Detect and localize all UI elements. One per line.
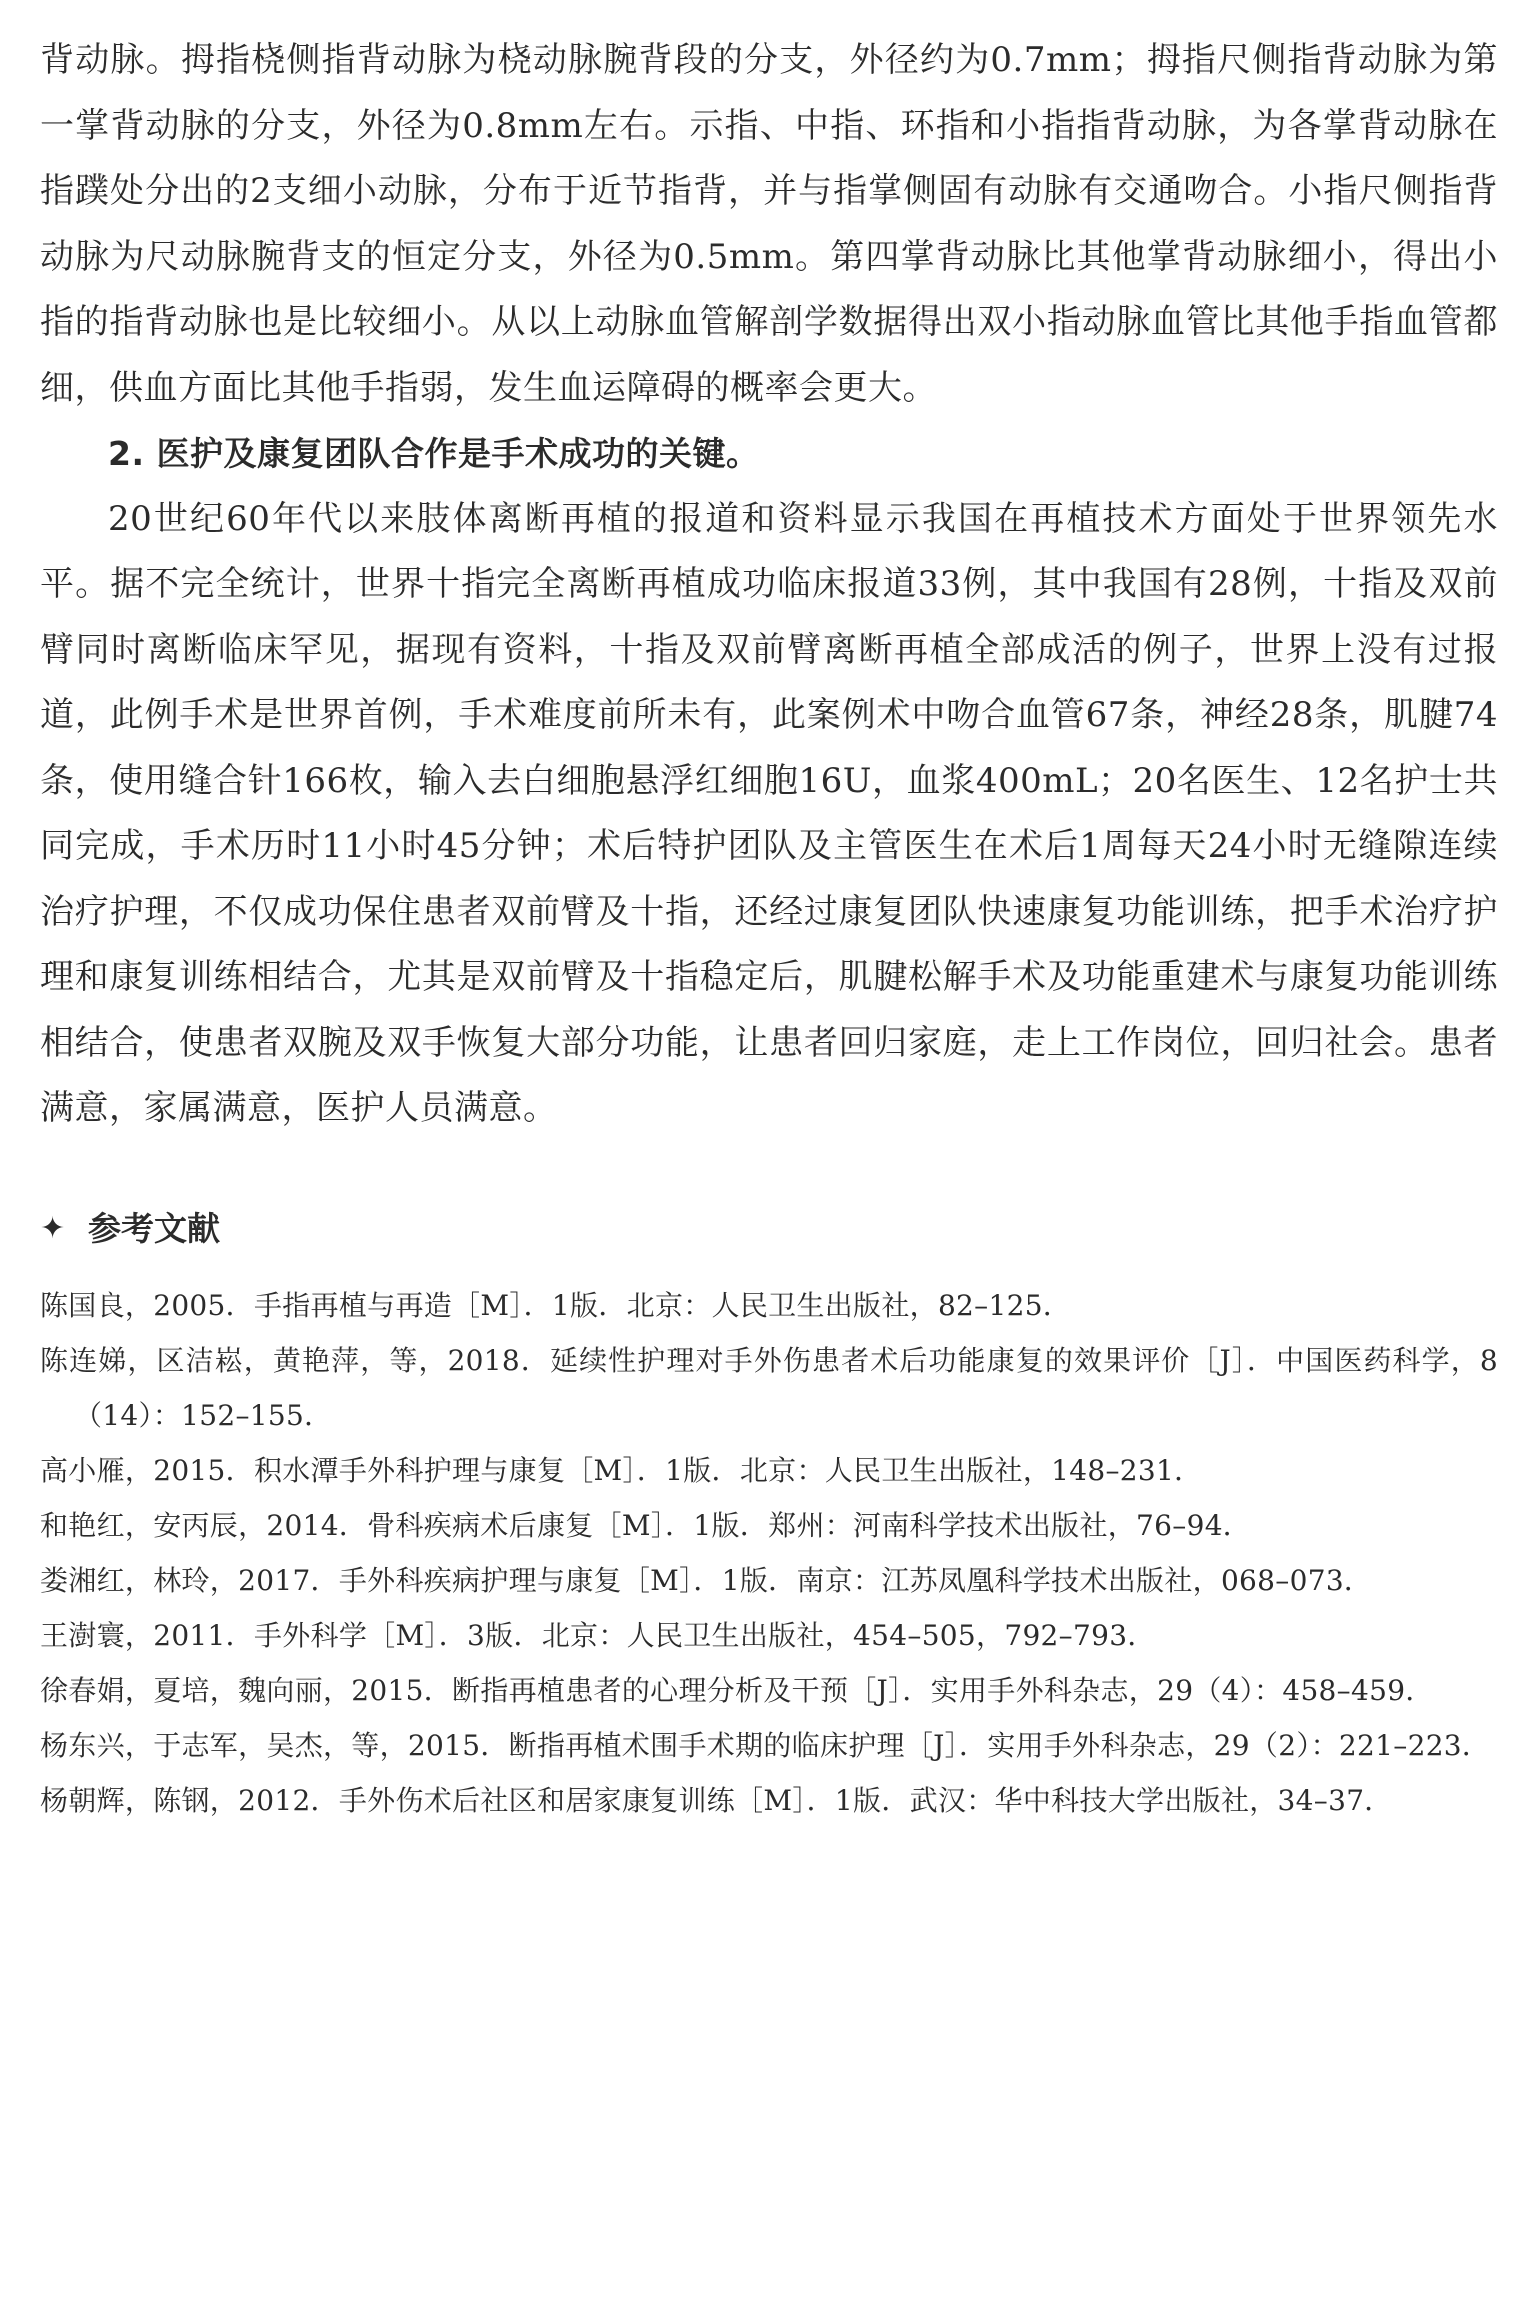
reference-item: 高小雁，2015．积水潭手外科护理与康复［M］．1版．北京：人民卫生出版社，148–231． bbox=[40, 1453, 1203, 1487]
reference-item: 娄湘红，林玲，2017．手外科疾病护理与康复［M］．1版．南京：江苏凤凰科学技术出版社，068–073． bbox=[40, 1563, 1373, 1597]
reference-item: 王澍寰，2011．手外科学［M］．3版．北京：人民卫生出版社，454–505，792–793． bbox=[40, 1618, 1156, 1652]
body-paragraph-1: 背动脉。拇指桡侧指背动脉为桡动脉腕背段的分支，外径约为0.7mm；拇指尺侧指背动脉为第一掌背动脉的分支，外径为0.8mm左右。示指、中指、环指和小指指背动脉，为各掌背动脉在指蹼处分出的2支细小动脉，分布于近节指背，并与指掌侧固有动脉有交通吻合。小指尺侧指背动脉为尺动脉腕背支的恒定分支，外径为0.5mm。第四掌背动脉比其他掌背动脉细小，得出小指的指背动脉也是比较细小。从以上动脉血管解剖学数据得出双小指动脉血管比其他手指血管都细，供血方面比其他手指弱，发生血运障碍的概率会更大。 bbox=[40, 40, 1498, 408]
reference-item: 和艳红，安丙辰，2014．骨科疾病术后康复［M］．1版．郑州：河南科学技术出版社，76–94． bbox=[40, 1508, 1252, 1542]
references-list bbox=[40, 1278, 1498, 1828]
body-paragraph-2: 20世纪60年代以来肢体离断再植的报道和资料显示我国在再植技术方面处于世界领先水平。据不完全统计，世界十指完全离断再植成功临床报道33例，其中我国有28例，十指及双前臂同时离断临床罕见，据现有资料，十指及双前臂离断再植全部成活的例子，世界上没有过报道，此例手术是世界首例，手术难度前所未有，此案例术中吻合血管67条，神经28条，肌腱74条，使用缝合针166枚，输入去白细胞悬浮红细胞16U，血浆400mL；20名医生、12名护士共同完成，手术历时11小时45分钟；术后特护团队及主管医生在术后1周每天24小时无缝隙连续治疗护理，不仅成功保住患者双前臂及十指，还经过康复团队快速康复功能训练，把手术治疗护理和康复训练相结合，尤其是双前臂及十指稳定后，肌腱松解手术及功能重建术与康复功能训练相结合，使患者双腕及双手恢复大部分功能，让患者回归家庭，走上工作岗位，回归社会。患者满意，家属满意，医护人员满意。 bbox=[40, 498, 1498, 1128]
reference-item: 杨朝辉，陈钢，2012．手外伤术后社区和居家康复训练［M］．1版．武汉：华中科技大学出版社，34–37． bbox=[40, 1783, 1393, 1817]
document-page bbox=[40, 28, 1498, 1828]
references-heading-label: 参考文献 bbox=[88, 1208, 220, 1248]
references-heading bbox=[40, 1204, 1498, 1254]
reference-item: 徐春娟，夏培，魏向丽，2015．断指再植患者的心理分析及干预［J］．实用手外科杂志，29（4）：458–459． bbox=[40, 1673, 1434, 1707]
section-subheading: 2. 医护及康复团队合作是手术成功的关键。 bbox=[108, 434, 760, 473]
four-point-star-icon: ✦ bbox=[40, 1210, 66, 1246]
reference-item: 杨东兴，于志军，吴杰，等，2015．断指再植术围手术期的临床护理［J］．实用手外科杂志，29（2）：221–223． bbox=[40, 1728, 1491, 1762]
reference-item: 陈国良，2005．手指再植与再造［M］．1版．北京：人民卫生出版社，82–125． bbox=[40, 1288, 1072, 1322]
reference-item: 陈连娣，区洁崧，黄艳萍，等，2018．延续性护理对手外伤患者术后功能康复的效果评价［J］．中国医药科学，8（14）：152–155． bbox=[40, 1343, 1498, 1432]
